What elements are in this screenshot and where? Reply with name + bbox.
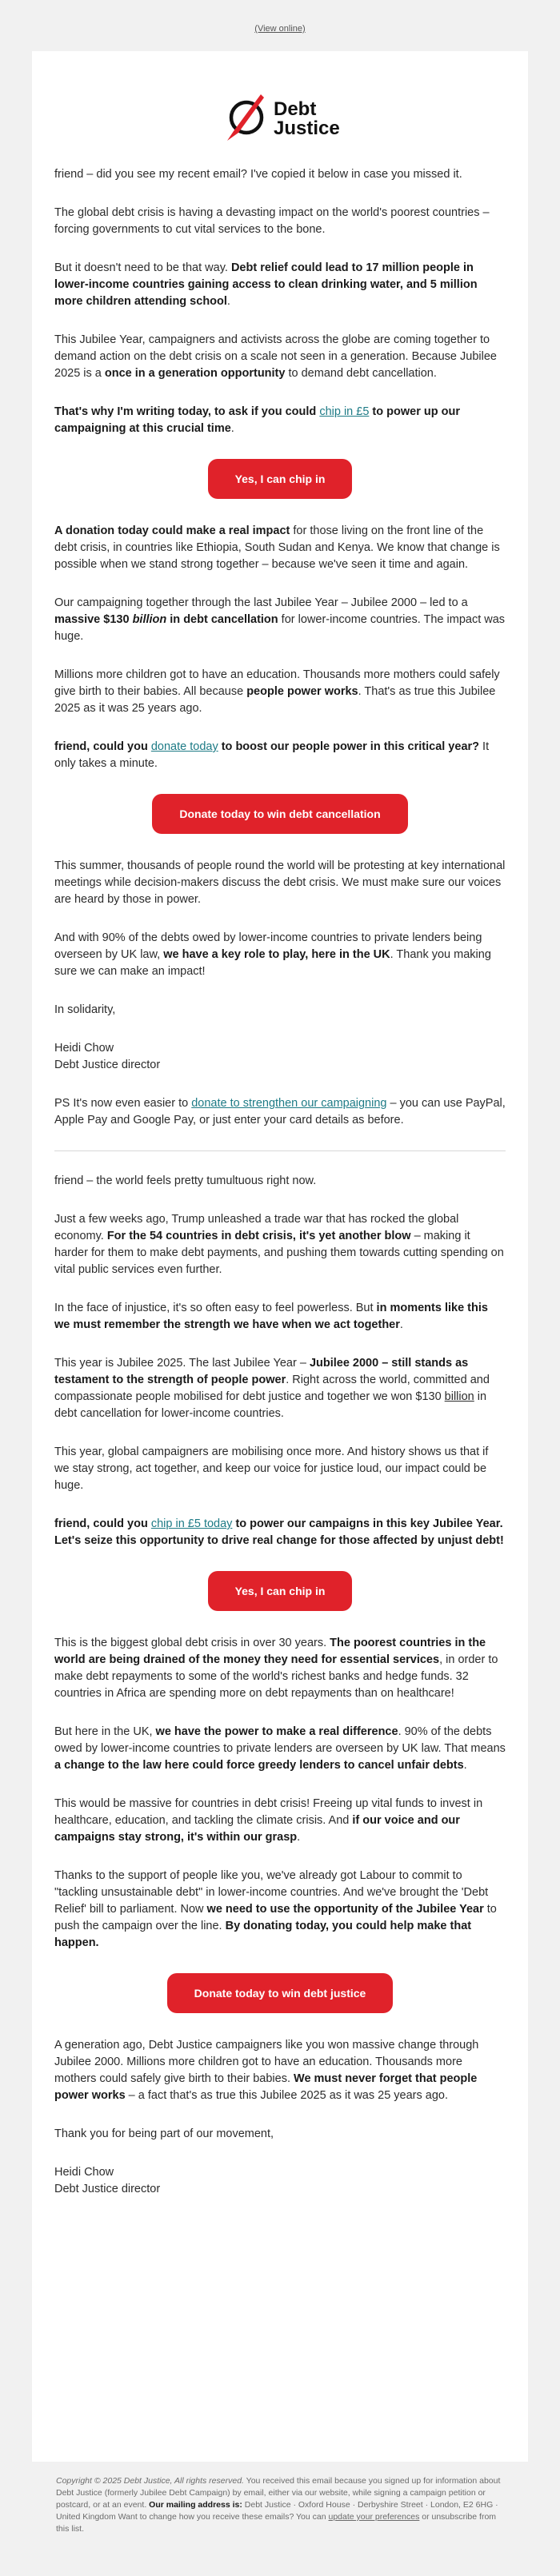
button-wrap xyxy=(54,459,506,499)
paragraph: Our campaigning together through the last Jubilee Year – Jubilee 2000 – led to a massive $130 billion in debt cancellation for lower-income countries. The impact was huge. xyxy=(54,596,506,643)
paragraph: But here in the UK, we have the power to make a real difference. 90% of the debts owed by lower-income countries to private lenders are overseen by UK law. That means a change to the law here could force greedy lenders to cancel unfair debts. xyxy=(54,1725,506,1772)
chip-in-button-2[interactable]: Yes, I can chip in xyxy=(208,1571,353,1611)
email-body xyxy=(54,166,506,2219)
paragraph: The global debt crisis is having a devasting impact on the world's poorest countries – forcing governments to cut vital services to the bone. xyxy=(54,206,490,236)
paragraph: This year is Jubilee 2025. The last Jubilee Year – Jubilee 2000 – still stands as testament to the strength of people power. Right across the world, committed and compassionate people mobilised for debt justice and together we won $130 billion in debt cancellation for lower-income countries. xyxy=(54,1357,490,1420)
button-wrap xyxy=(54,1973,506,2013)
button-wrap xyxy=(54,1571,506,1611)
paragraph: This Jubilee Year, campaigners and activists across the globe are coming together to demand action on the debt crisis on a scale not seen in a generation. Because Jubilee 2025 is a once in a generation opportunity to demand debt cancellation. xyxy=(54,333,497,380)
footer: Copyright © 2025 Debt Justice, All rights reserved. You received this email because you signed up for information about Debt Justice (formerly Jubilee Debt Campaign) by email, either via our website, while signing a campaign petition or postcard, or at an event. Our mailing address is: Debt Justice · Oxford House · Derbyshire Street · London, E2 6HG · United Kingdom Want to change how you receive these emails? You can update your preferences or unsubscribe from this list. xyxy=(56,2476,501,2534)
logo-text-justice: Justice xyxy=(274,118,340,139)
view-online-link[interactable]: (View online) xyxy=(254,24,306,34)
paragraph: In the face of injustice, it's so often easy to feel powerless. But in moments like this we must remember the strength we have when we act together. xyxy=(54,1302,488,1331)
paragraph: friend, could you donate today to boost our people power in this critical year? It only takes a minute. xyxy=(54,740,490,770)
paragraph: Thanks to the support of people like you, we've already got Labour to commit to "tackling unsustainable debt" in lower-income countries. And we've brought the 'Debt Relief' bill to parliament. Now we need to use the opportunity of the Jubilee Year to push the campaign over the line. By donating today, you could help make that happen. xyxy=(54,1869,497,1949)
signature: Heidi Chow Debt Justice director xyxy=(54,1042,161,1071)
paragraph: friend, could you chip in £5 today to power our campaigns in this key Jubilee Year. Let's seize this opportunity to drive real change for those affected by unjust debt! xyxy=(54,1517,504,1547)
donate-today-link[interactable]: donate today xyxy=(150,740,218,753)
paragraph: A generation ago, Debt Justice campaigners like you won massive change through Jubilee 2000. Millions more children got to have an education. Thousands more mothers could safely give birth to their babies. We must never forget that people power works – a fact that's as true this Jubilee 2025 as it was 25 years ago. xyxy=(54,2039,479,2102)
copyright-text: Copyright © 2025 Debt Justice, All rights reserved. xyxy=(56,2476,244,2486)
paragraph: This year, global campaigners are mobilising once more. And history shows us that if we stay strong, act together, and keep our voice for justice loud, our impact could be huge. xyxy=(54,1446,489,1492)
top-bar xyxy=(0,0,560,46)
chip-in-today-link[interactable]: chip in £5 today xyxy=(150,1517,233,1530)
mailing-address-label: Our mailing address is: xyxy=(149,2500,242,2510)
paragraph: A donation today could make a real impact for those living on the front line of the debt crisis, in countries like Ethiopia, South Sudan and Kenya. We know that change is possible when we stand strong together – because we've seen it time and again. xyxy=(54,524,500,571)
donate-strengthen-link[interactable]: donate to strengthen our campaigning xyxy=(191,1097,387,1110)
paragraph: This summer, thousands of people round the world will be protesting at key international meetings while decision-makers discuss the debt crisis. We must make sure our voices are heard by those in power. xyxy=(54,859,506,906)
paragraph: Just a few weeks ago, Trump unleashed a trade war that has rocked the global economy. For the 54 countries in debt crisis, it's yet another blow – making it harder for them to make debt payments, and pushing them towards cutting spending on vital public services even further. xyxy=(54,1213,504,1276)
debt-justice-logo[interactable] xyxy=(222,83,342,152)
donate-debt-justice-button[interactable]: Donate today to win debt justice xyxy=(167,1973,394,2013)
debt-justice-slash-icon xyxy=(222,91,270,144)
chip-in-button[interactable]: Yes, I can chip in xyxy=(208,459,353,499)
paragraph: This is the biggest global debt crisis in over 30 years. The poorest countries in the world are being drained of the money they need for essential services, in order to make debt repayments to some of the world's richest banks and hedge funds. 32 countries in Africa are spending more on debt repayments than on healthcare! xyxy=(54,1637,498,1700)
paragraph: And with 90% of the debts owed by lower-income countries to private lenders being overseen by UK law, we have a key role to play, here in the UK. Thank you making sure we can make an impact! xyxy=(54,931,491,978)
signoff: Thank you for being part of our movement, xyxy=(54,2127,274,2140)
signoff: In solidarity, xyxy=(54,1003,116,1016)
paragraph: Millions more children got to have an education. Thousands more mothers could safely give birth to their babies. All because people power works. That's as true this Jubilee 2025 as it was 25 years ago. xyxy=(54,668,500,715)
paragraph: friend – the world feels pretty tumultuous right now. xyxy=(54,1174,317,1187)
paragraph: friend – did you see my recent email? I've copied it below in case you missed it. xyxy=(54,168,462,181)
email-card xyxy=(32,51,528,2462)
donate-debt-cancellation-button[interactable]: Donate today to win debt cancellation xyxy=(152,794,407,834)
logo-text-debt: Debt xyxy=(274,98,317,120)
chip-in-link[interactable]: chip in £5 xyxy=(319,405,370,418)
signature: Heidi Chow Debt Justice director xyxy=(54,2166,161,2195)
paragraph: This would be massive for countries in debt crisis! Freeing up vital funds to invest in healthcare, education, and tackling the climate crisis. And if our voice and our campaigns stay strong, it's within our grasp. xyxy=(54,1797,483,1844)
update-preferences-link[interactable]: update your preferences xyxy=(328,2512,420,2522)
paragraph: That's why I'm writing today, to ask if you could chip in £5 to power up our campaigning at this crucial time. xyxy=(54,405,460,435)
postscript: PS It's now even easier to donate to strengthen our campaigning – you can use PayPal, Apple Pay and Google Pay, or just enter your card details as before. xyxy=(54,1097,506,1127)
paragraph: But it doesn't need to be that way. Debt relief could lead to 17 million people in lower-income countries gaining access to clean drinking water, and 5 million more children attending school. xyxy=(54,261,478,308)
button-wrap xyxy=(54,794,506,834)
divider xyxy=(54,1150,506,1151)
